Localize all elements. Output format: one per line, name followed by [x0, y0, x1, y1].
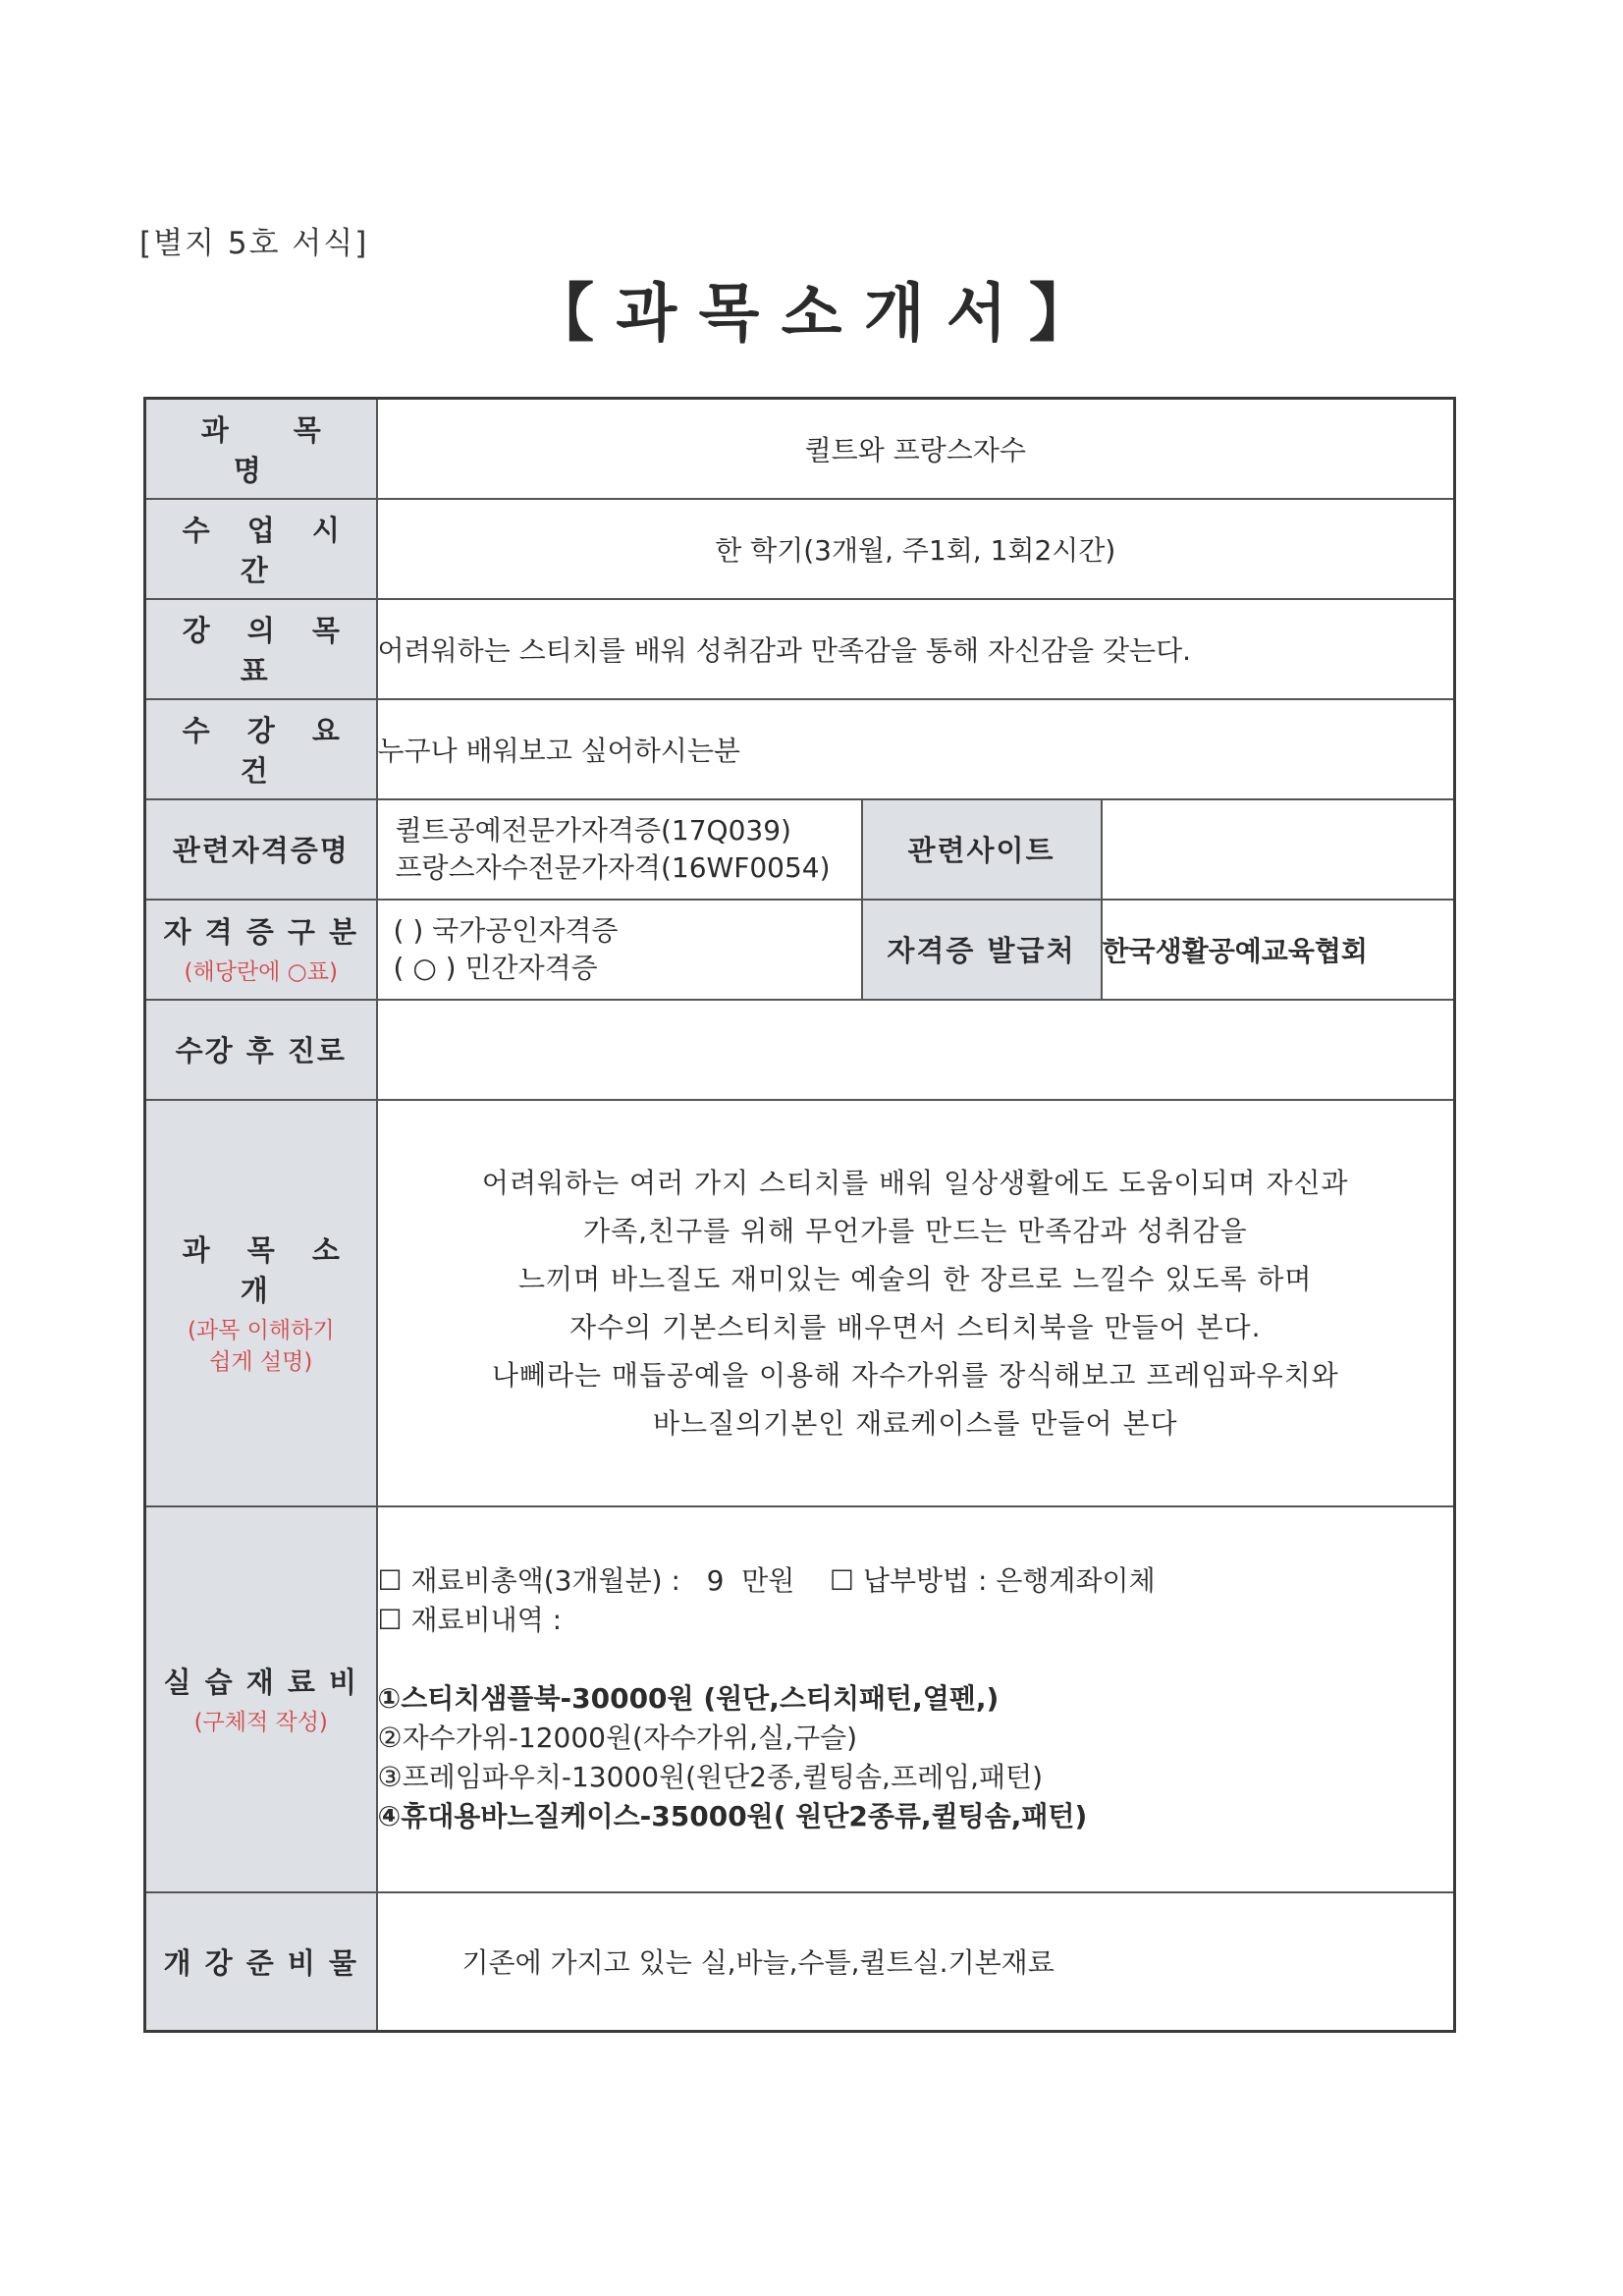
intro-line: 느끼며 바느질도 재미있는 예술의 한 장르로 느낄수 있도록 하며 — [518, 1262, 1313, 1295]
materials-detail-header: ☐ 재료비내역 : — [377, 1604, 563, 1636]
material-item: ④휴대용바느질케이스-35000원( 원단2종류,퀼팅솜,패턴) — [377, 1800, 1088, 1832]
certificate-value — [377, 799, 862, 900]
career-value — [377, 1000, 1455, 1100]
row-course-name — [145, 399, 1455, 499]
row-materials — [145, 1506, 1455, 1892]
preparation-label: 개 강 준 비 물 — [145, 1892, 377, 2032]
material-item: ③프레임파우치-13000원(원단2종,퀼팅솜,프레임,패턴) — [377, 1761, 1044, 1793]
row-requirements — [145, 699, 1455, 799]
row-preparation — [145, 1892, 1455, 2032]
row-class-time — [145, 499, 1455, 599]
intro-line: 어려워하는 여러 가지 스티치를 배워 일상생활에도 도움이되며 자신과 — [481, 1166, 1349, 1199]
row-cert-type — [145, 900, 1455, 1000]
intro-line: 바느질의기본인 재료케이스를 만들어 본다 — [652, 1406, 1178, 1440]
cert-option-national: ( ) 국가공인자격증 — [393, 913, 619, 947]
materials-label: 실 습 재 료 비 (구체적 작성) — [145, 1506, 377, 1892]
requirements-value: 누구나 배워보고 싶어하시는분 — [377, 699, 1455, 799]
course-form-table — [143, 397, 1456, 2033]
certificate-item: 퀼트공예전문가자격증(17Q039) — [395, 813, 791, 847]
introduction-sublabel: (과목 이해하기 쉽게 설명) — [187, 1317, 335, 1375]
form-number-label: [별지 5호 서식] — [139, 226, 369, 261]
certificate-label: 관련자격증명 — [145, 799, 377, 900]
preparation-value: 기존에 가지고 있는 실,바늘,수틀,퀼트실.기본재료 — [377, 1892, 1455, 2032]
material-item: ①스티치샘플북-30000원 (원단,스티치패턴,열펜,) — [377, 1682, 1000, 1715]
intro-line: 나뻬라는 매듭공예을 이용해 자수가위를 장식해보고 프레임파우치와 — [491, 1358, 1339, 1392]
introduction-text — [377, 1100, 1455, 1506]
course-name-value: 퀼트와 프랑스자수 — [377, 399, 1455, 499]
row-certificate — [145, 799, 1455, 900]
cert-type-sublabel: (해당란에 ○표) — [184, 959, 338, 985]
requirements-label: 수 강 요 건 — [145, 699, 377, 799]
materials-details — [377, 1506, 1455, 1892]
intro-line: 자수의 기본스티치를 배우면서 스티치북을 만들어 본다. — [569, 1310, 1262, 1343]
lecture-goal-label: 강 의 목 표 — [145, 599, 377, 699]
materials-sublabel: (구체적 작성) — [193, 1709, 328, 1735]
class-time-value: 한 학기(3개월, 주1회, 1회2시간) — [377, 499, 1455, 599]
certificate-item: 프랑스자수전문가자격(16WF0054) — [395, 850, 831, 884]
intro-line: 가족,친구를 위해 무언가를 만드는 만족감과 성취감을 — [583, 1214, 1248, 1247]
class-time-label: 수 업 시 간 — [145, 499, 377, 599]
materials-total: ☐ 재료비총액(3개월분) : 9 만원 ☐ 납부방법 : 은행계좌이체 — [377, 1564, 1156, 1597]
introduction-label: 과 목 소 개 (과목 이해하기 쉽게 설명) — [145, 1100, 377, 1506]
course-name-label: 과 목 명 — [145, 399, 377, 499]
issuer-value: 한국생활공예교육협회 — [1102, 900, 1455, 1000]
material-item: ②자수가위-12000원(자수가위,실,구슬) — [377, 1722, 858, 1754]
document-title: 【 과 목 소 개 서 】 — [531, 278, 1092, 351]
row-introduction — [145, 1100, 1455, 1506]
career-label: 수강 후 진로 — [145, 1000, 377, 1100]
row-lecture-goal — [145, 599, 1455, 699]
cert-type-options — [377, 900, 862, 1000]
issuer-label: 자격증 발급처 — [862, 900, 1102, 1000]
lecture-goal-value: 어려워하는 스티치를 배워 성취감과 만족감을 통해 자신감을 갖는다. — [377, 599, 1455, 699]
related-site-value — [1102, 799, 1455, 900]
cert-option-private: ( ○ ) 민간자격증 — [393, 951, 598, 984]
row-career — [145, 1000, 1455, 1100]
related-site-label: 관련사이트 — [862, 799, 1102, 900]
cert-type-label: 자 격 증 구 분 (해당란에 ○표) — [145, 900, 377, 1000]
